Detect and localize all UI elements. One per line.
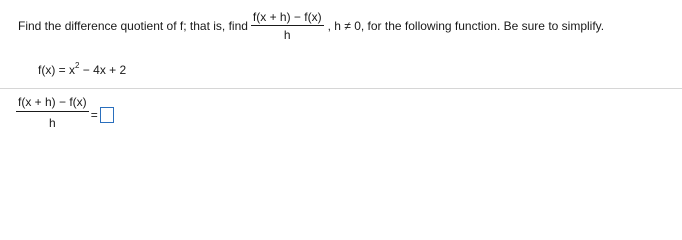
fraction-numerator: f(x + h) − f(x) bbox=[252, 10, 322, 24]
section-divider bbox=[0, 88, 682, 89]
function-rhs: − 4x + 2 bbox=[79, 63, 127, 77]
answer-numerator: f(x + h) − f(x) bbox=[16, 96, 89, 112]
answer-fraction bbox=[16, 96, 89, 129]
problem-statement bbox=[18, 11, 604, 41]
function-exponent: 2 bbox=[75, 61, 80, 70]
function-definition bbox=[38, 63, 126, 77]
condition-text: , h ≠ 0, for the following function. Be sure to simplify. bbox=[327, 19, 605, 33]
equals-sign: = bbox=[90, 108, 98, 122]
fraction-denominator: h bbox=[283, 28, 291, 42]
answer-input-box[interactable] bbox=[100, 107, 114, 123]
instruction-text: Find the difference quotient of f; that is, find bbox=[18, 19, 248, 33]
answer-denominator: h bbox=[49, 116, 56, 130]
difference-quotient-fraction bbox=[251, 11, 324, 41]
answer-row bbox=[16, 96, 114, 129]
function-lhs: f(x) = x bbox=[38, 63, 76, 77]
